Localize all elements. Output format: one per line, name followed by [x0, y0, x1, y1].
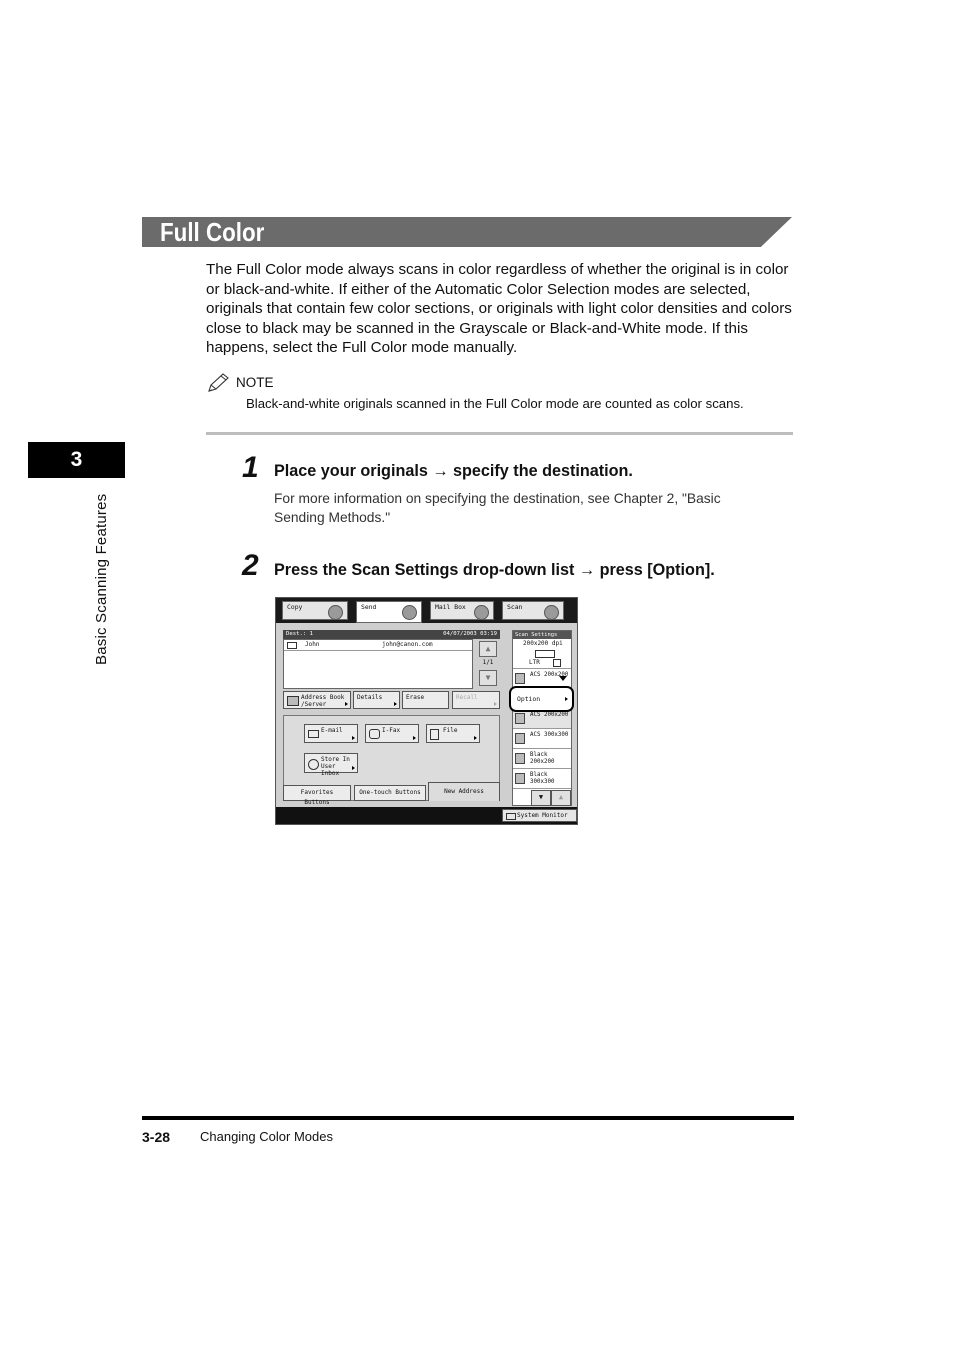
system-monitor-label: System Monitor [517, 812, 568, 819]
file-icon [430, 729, 439, 740]
destination-count: Dest.: 1 [286, 631, 313, 637]
submenu-arrow-icon [345, 702, 348, 706]
tab-copy-label: Copy [287, 603, 303, 611]
destination-status-bar [283, 630, 500, 639]
submenu-arrow-icon [352, 766, 355, 770]
pencil-icon [206, 372, 232, 394]
scroll-up-button[interactable]: ▲ [479, 641, 497, 657]
tab-mail-box-label: Mail Box [435, 603, 466, 611]
submenu-arrow-icon [494, 702, 497, 706]
chapter-title-vertical: Basic Scanning Features [93, 493, 110, 665]
tab-mail-box[interactable] [430, 601, 494, 620]
submenu-arrow-icon [474, 736, 477, 740]
page-number: 3-28 [142, 1129, 171, 1145]
tab-scan-label: Scan [507, 603, 523, 611]
envelope-icon [287, 642, 297, 649]
black-icon [515, 753, 525, 764]
monitor-icon [506, 813, 516, 820]
device-screen [275, 597, 578, 825]
note-label: NOTE [236, 375, 274, 390]
section-body: The Full Color mode always scans in color regardless of whether the original is in color or black-and-white. If either of the Automatic Color Selection modes are selected, originals that contain few color sections, or originals with light color densities and colors close to black may be scanned in the Grayscale or Black-and-White mode. If this happens, select the Full Color mode manually. [206, 261, 792, 357]
favorites-buttons-label: Favorites Buttons [300, 789, 334, 806]
scroll-down-button[interactable]: ▼ [531, 790, 551, 806]
acs-icon [515, 713, 525, 724]
list-item-name: John [305, 641, 320, 648]
ifax-button[interactable] [365, 724, 419, 743]
list-item[interactable] [513, 729, 571, 749]
paper-size: LTR [529, 659, 540, 666]
list-item-label: Black 300x300 [530, 772, 555, 785]
submenu-arrow-icon [565, 697, 568, 701]
details-label: Details [357, 694, 383, 701]
erase-label: Erase [406, 694, 425, 701]
erase-button[interactable] [402, 691, 449, 709]
address-book-button[interactable] [283, 691, 351, 709]
list-item-address: john@canon.com [382, 641, 433, 648]
list-item-label: Black 200x200 [530, 752, 555, 765]
store-in-user-inbox-label: Store In User Inbox [321, 756, 350, 777]
details-button[interactable] [353, 691, 400, 709]
scan-settings-dropdown[interactable] [512, 630, 572, 806]
date-time: 04/07/2003 03:19 [443, 631, 497, 637]
footer-rule [142, 1116, 794, 1120]
scan-resolution: 200x200 dpi [523, 640, 563, 647]
submenu-arrow-icon [394, 702, 397, 706]
list-item[interactable] [513, 769, 571, 789]
list-item[interactable] [284, 640, 472, 651]
recall-label: Recall [456, 694, 478, 701]
list-item[interactable] [513, 749, 571, 769]
store-in-user-inbox-button[interactable] [304, 753, 358, 777]
tab-copy[interactable] [282, 601, 348, 620]
step-2-heading: Press the Scan Settings drop-down list → press [Option]. [274, 561, 715, 579]
divider [206, 432, 793, 435]
new-address-tab[interactable] [428, 782, 500, 801]
option-button[interactable] [509, 686, 574, 712]
submenu-arrow-icon [413, 736, 416, 740]
step-2-number: 2 [242, 549, 259, 582]
list-item-label: ACS 200x200 [530, 712, 569, 718]
step-1-heading: Place your originals → specify the destination. [274, 462, 633, 480]
address-book-label: Address Book /Server [301, 694, 345, 708]
tab-send[interactable] [356, 601, 422, 623]
email-icon [308, 730, 319, 738]
submenu-arrow-icon [352, 736, 355, 740]
file-label: File [443, 727, 458, 734]
ifax-icon [369, 729, 380, 739]
color-mode-icon [535, 650, 555, 658]
acs-icon [515, 733, 525, 744]
destination-list [283, 639, 473, 689]
tab-scan[interactable] [502, 601, 564, 620]
one-touch-buttons-label: One-touch Buttons [359, 789, 421, 796]
send-icon [402, 605, 417, 620]
page-indicator: 1/1 [482, 659, 494, 666]
mail-box-icon [474, 605, 489, 620]
chevron-down-icon [559, 676, 567, 681]
scroll-up-button[interactable]: ▲ [551, 790, 571, 806]
list-item[interactable] [513, 709, 571, 729]
footer-section-name: Changing Color Modes [200, 1129, 333, 1144]
email-label: E-mail [321, 727, 343, 734]
file-button[interactable] [426, 724, 480, 743]
system-monitor-button[interactable] [502, 809, 577, 822]
note-text: Black-and-white originals scanned in the Full Color mode are counted as color scans. [246, 396, 744, 411]
step-1-description: For more information on specifying the destination, see Chapter 2, "Basic Sending Methods." [274, 491, 721, 525]
scan-settings-header: Scan Settings [513, 631, 571, 639]
orientation-icon [553, 659, 561, 667]
copy-icon [328, 605, 343, 620]
current-scan-setting[interactable] [513, 668, 571, 688]
chapter-number-tab: 3 [28, 442, 125, 478]
scan-icon [544, 605, 559, 620]
recall-button[interactable] [452, 691, 500, 709]
current-scan-setting-label: ACS 200x200 [530, 672, 569, 678]
acs-icon [515, 673, 525, 684]
address-book-icon [287, 696, 299, 706]
new-address-label: New Address [444, 788, 484, 795]
favorites-buttons-tab[interactable] [283, 785, 351, 806]
ifax-label: I-Fax [382, 727, 401, 734]
step-1-number: 1 [242, 451, 259, 484]
scroll-down-button[interactable]: ▼ [479, 670, 497, 686]
list-item-label: ACS 300x300 [530, 732, 569, 738]
list-scroll-controls [477, 639, 499, 689]
one-touch-buttons-tab[interactable] [354, 785, 426, 801]
option-label: Option [517, 695, 541, 703]
email-button[interactable] [304, 724, 358, 743]
section-title: Full Color [160, 217, 265, 247]
black-icon [515, 773, 525, 784]
tab-send-label: Send [361, 603, 377, 611]
inbox-icon [308, 759, 319, 770]
